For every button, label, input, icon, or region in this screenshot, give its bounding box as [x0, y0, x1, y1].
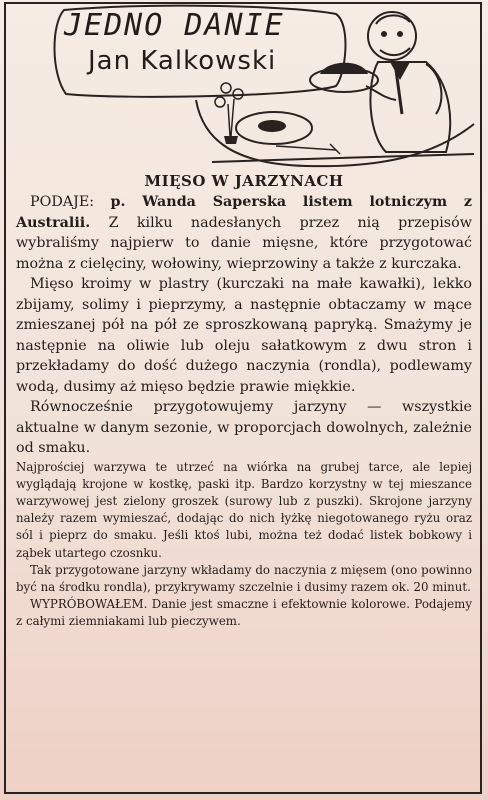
chef-figure-icon [310, 12, 450, 152]
tested-lead: WYPRÓBOWAŁEM. [30, 597, 148, 612]
column-header [6, 4, 480, 172]
intro-source: p. Wanda Saperska listem lotniczym z Australii. [16, 194, 472, 231]
tested-text: Danie jest smaczne i efektownie kolorowe. Podajemy z całymi ziemniakami lub pieczywem. [16, 597, 473, 629]
column-author: Jan Kalkowski [88, 46, 277, 76]
vegetables-details: Najprościej warzywa te utrzeć na wiórka na grubej tarce, ale lepiej wyglądają krojone w kostkę, paski itp. Bardzo korzystny w tej mieszance warzywowej jest zielony groszek (surowy lub z puszki). Skrojone jarzyny należy razem wymieszać, dodając do nich łyżkę niegotowanego ryżu oraz sól i pieprz do smaku. Jeśli ktoś lubi, można też dodać listek bobkowy i ząbek utartego czosnku. [16, 459, 472, 560]
assembly-paragraph: Tak przygotowane jarzyny wkładamy do naczynia z mięsem (ono powinno być na środku rondla), przykrywamy szczelnie i dusimy razem ok. 20 minut. [16, 562, 472, 594]
vegetables-paragraph [16, 397, 472, 459]
tested-paragraph [16, 596, 472, 630]
plate-icon [236, 112, 340, 154]
column-title: JEDNO DANIE [64, 8, 285, 43]
intro-text: Z kilku nadesłanych przez nią przepisów wybraliśmy najpierw to danie mięsne, które przygotować można z cielęciny, wołowiny, wieprzowiny a także z kurczaka. [16, 214, 472, 272]
method-paragraph: Mięso kroimy w plastry (kurczaki na małe kawałki), lekko zbijamy, solimy i pieprzymy, a następnie obtaczamy w mące zmieszanej pół na pół ze sproszkowaną papryką. Smażymy je następnie na oliwie lub oleju sałatkowym z dwu stron i przekładamy do dość dużego naczynia (rondla), podlewamy wodą, dusimy aż mięso będzie prawie miękkie. [16, 276, 472, 395]
intro-lead: PODAJE: [30, 194, 95, 210]
article [16, 172, 472, 631]
vegetables-lead: Równocześnie przygotowujemy jarzyny — wszystkie aktualne w danym sezonie, w proporcjach dowolnych, zależnie od smaku. [16, 399, 472, 456]
article-headline: MIĘSO W JARZYNACH [144, 172, 344, 190]
intro-paragraph [16, 192, 472, 274]
